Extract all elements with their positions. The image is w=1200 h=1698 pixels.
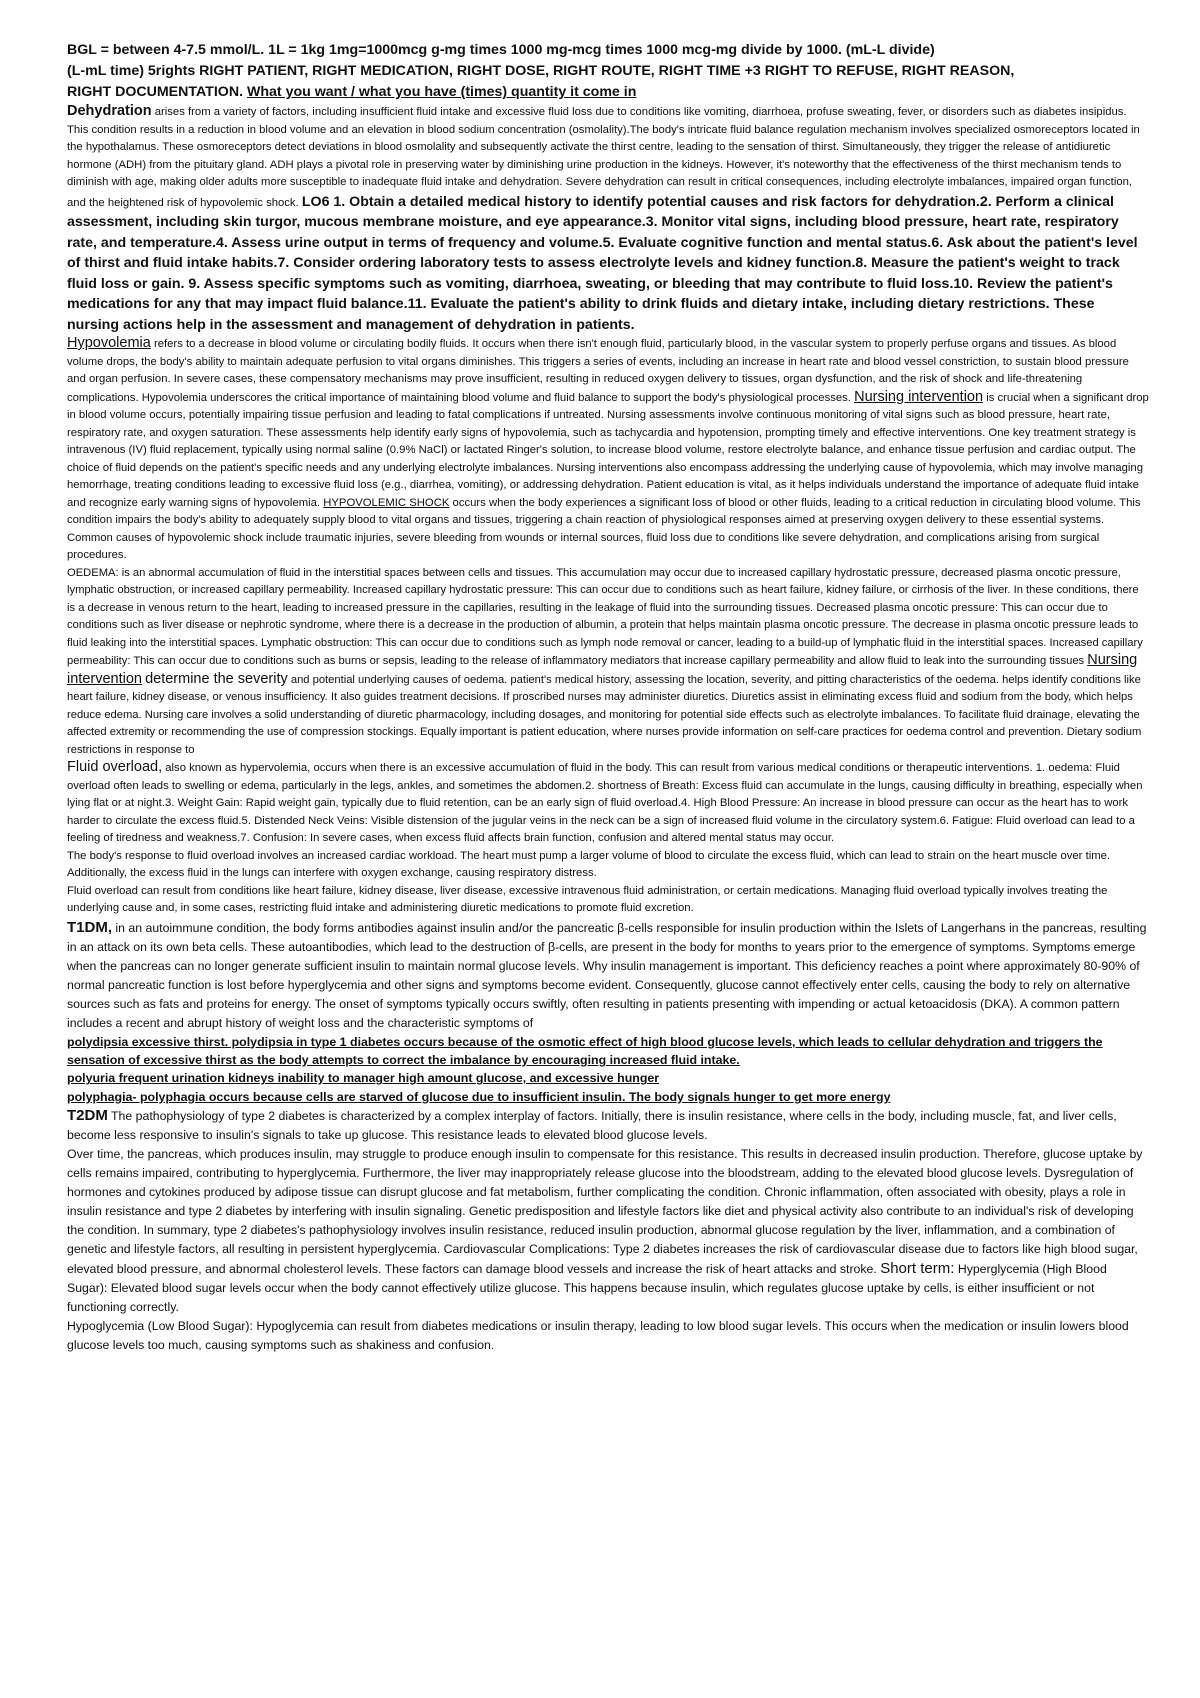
header-line-2: (L-mL time) 5rights RIGHT PATIENT, RIGHT MEDICATION, RIGHT DOSE, RIGHT ROUTE, RIGHT TIME +3 RIGHT TO REFUSE, RIGHT REASON, bbox=[67, 63, 1015, 79]
t2dm-para-4: Hypoglycemia (Low Blood Sugar): Hypoglycemia can result from diabetes medications or insulin therapy, leading to low blood sugar levels. This occurs when the medication or insulin lowers blood glucose levels too much, causing symptoms such as shakiness and confusion. bbox=[67, 1319, 1129, 1353]
t2dm-body-1: The pathophysiology of type 2 diabetes is characterized by a complex interplay of factors. Initially, there is insulin resistance, where cells in the body, including muscle, fat, and liver cells, become less responsive to insulin's signals to take up glucose. This resistance leads to elevated blood glucose levels. bbox=[67, 1109, 1117, 1143]
hypovolemia-nursing-body: is crucial when a significant drop in blood volume occurs, potentially impairing tissue perfusion and leading to fatal complications if untreated. Nursing assessments involve continuous monitoring of vital signs such as blood pressure, heart rate, respiratory rate, and oxygen saturation. These assessments help identify early signs of hypovolemia, such as tachycardia and hypotension, prompting timely and effective interventions. One key treatment strategy is intravenous (IV) fluid replacement, typically using normal saline (0.9% NaCl) or lactated Ringer's solution, to increase blood volume, restore electrolyte balance, and enhance tissue perfusion and cardiac output. The choice of fluid depends on the patient's specific needs and any underlying electrolyte imbalances. Nursing interventions also encompass addressing the underlying cause of hypovolemia, which may involve managing hemorrhage, treating conditions leading to excessive fluid loss (e.g., diarrhea, vomiting), or addressing dehydration. Patient education is vital, as it helps individuals understand the importance of adequate fluid intake and recognize early warning signs of hypovolemia. bbox=[67, 391, 1149, 509]
dehydration-body: arises from a variety of factors, including insufficient fluid intake and excessive fluid loss due to conditions like vomiting, diarrhoea, profuse sweating, fever, or disorders such as diabetes insipidus. This condition results in a reduction in blood volume and an elevation in blood sodium concentration (osmolality).The body's intricate fluid balance regulation mechanism involves specialized osmoreceptors located in the hypothalamus. These osmoreceptors detect deviations in blood osmolality and subsequently activate the thirst centre, leading to the sensation of thirst. Simultaneously, they trigger the release of antidiuretic hormone (ADH) from the pituitary gland. ADH plays a pivotal role in preserving water by diminishing urine production in the kidneys. However, it's noteworthy that the effectiveness of the thirst mechanism tends to diminish with age, making older adults more susceptible to inadequate fluid intake and dehydration. Severe dehydration can result in critical consequences, including electrolyte imbalances, impaired organ function, and the heightened risk of hypovolemic shock. bbox=[67, 106, 1140, 209]
t1dm-body: in an autoimmune condition, the body forms antibodies against insulin and/or the pancreatic β-cells responsible for insulin production within the Islets of Langerhans in the pancreas, resulting in an attack on its own beta cells. These autoantibodies, which lead to the destruction of β-cells, are present in the body for months to years prior to the emergence of symptoms. Symptoms emerge when the pancreas can no longer generate sufficient insulin to maintain normal glucose levels. Why insulin management is important. This deficiency reaches a point where approximately 80-90% of normal pancreatic function is lost before hyperglycemia and other signs and symptoms become evident. Consequently, glucose cannot effectively enter cells, causing the body to rely on alternative sources such as fats and proteins for energy. The onset of symptoms typically occurs swiftly, often resulting in patients presenting with impending or actual ketoacidosis (DKA). A common pattern includes a recent and abrupt history of weight loss and the characteristic symptoms of bbox=[67, 920, 1147, 1030]
hypovolemia-section bbox=[67, 335, 1149, 565]
header-line-3 bbox=[67, 82, 1149, 103]
right-documentation: RIGHT DOCUMENTATION. bbox=[67, 84, 244, 100]
short-term-heading: Short term: bbox=[880, 1260, 955, 1278]
header-line-1: BGL = between 4-7.5 mmol/L. 1L = 1kg 1mg=1000mcg g-mg times 1000 mg-mcg times 1000 mcg-mg divide by 1000. (mL-L divide) bbox=[67, 42, 935, 58]
hypovolemic-shock-body: occurs when the body experiences a significant loss of blood or other fluids, leading to a critical reduction in circulating blood volume. This condition impairs the body's ability to adequately supply blood to vital organs and tissues, triggering a chain reaction of physiological responses aimed at preserving oxygen delivery to these essential systems. Common causes of hypovolemic shock include traumatic injuries, severe bleeding from wounds or internal sources, fluid loss due to conditions like severe dehydration, and complications arising from surgical procedures. bbox=[67, 496, 1141, 561]
fluid-overload-body: also known as hypervolemia, occurs when there is an excessive accumulation of fluid in the body. This can result from various medical conditions or therapeutic interventions. 1. oedema: Fluid overload often leads to swelling or edema, particularly in the legs, ankles, and sometimes the abdomen.2. shortness of Breath: Excess fluid can accumulate in the lungs, causing difficulty in breathing, especially when lying flat or at night.3. Weight Gain: Rapid weight gain, typically due to fluid retention, can be an early sign of fluid overload.4. High Blood Pressure: An increase in blood pressure can occur as the heart has to work harder to circulate the excess fluid.5. Distended Neck Veins: Visible distension of the jugular veins in the neck can be a sign of increased fluid volume in the circulatory system.6. Fatigue: Fluid overload can lead to a feeling of tiredness and weakness.7. Confusion: In severe cases, when excess fluid affects brain function, confusion and altered mental status may occur. bbox=[67, 762, 1143, 844]
fluid-overload-section bbox=[67, 759, 1149, 848]
dehydration-section bbox=[67, 103, 1149, 335]
document-page bbox=[67, 40, 1149, 1355]
t2dm-body-3: Hyperglycemia (High Blood Sugar): Elevated blood sugar levels occur when the body cannot effectively utilize glucose. This happens because insulin, which regulates glucose uptake by cells, is either insufficient or not functioning correctly. bbox=[67, 1262, 1107, 1315]
polyuria-text: polyuria frequent urination kidneys inability to manager high amount glucose, and excessive hunger bbox=[67, 1071, 660, 1086]
t2dm-para bbox=[67, 1106, 1149, 1145]
dehydration-heading: Dehydration bbox=[67, 103, 152, 119]
polydipsia-text: polydipsia excessive thirst. polydipsia in type 1 diabetes occurs because of the osmotic effect of high blood glucose levels, which leads to cellular dehydration and triggers the sensation of excessive thirst as the body attempts to correct the imbalance by encouraging increased fluid intake. bbox=[67, 1034, 1103, 1067]
oedema-heading: OEDEMA: bbox=[67, 566, 119, 579]
t2dm-body-2: Over time, the pancreas, which produces insulin, may struggle to produce enough insulin to compensate for this resistance. This results in decreased insulin production. Therefore, glucose uptake by cells remains impaired, contributing to hyperglycemia. Furthermore, the liver may inappropriately release glucose into the bloodstream, adding to the elevated blood glucose levels. Dysregulation of hormones and cytokines produced by adipose tissue can disrupt glucose and fat metabolism, further complicating the condition. Chronic inflammation, often associated with obesity, plays a role in insulin resistance and type 2 diabetes by interfering with insulin signaling. Genetic predisposition and lifestyle factors like diet and physical activity also contribute to an individual's risk of developing the condition. In summary, type 2 diabetes's pathophysiology involves insulin resistance, reduced insulin production, abnormal glucose regulation by the liver, inflammation, and a combination of genetic and lifestyle factors, all resulting in persistent hyperglycemia. Cardiovascular Complications: Type 2 diabetes increases the risk of cardiovascular disease due to factors like high blood sugar, elevated blood pressure, and abnormal cholesterol levels. These factors can damage blood vessels and increase the risk of heart attacks and stroke. bbox=[67, 1147, 1143, 1277]
oedema-nursing-body: and potential underlying causes of oedema. patient's medical history, assessing the location, severity, and pitting characteristics of the oedema. helps identify conditions like heart failure, kidney disease, or venous insufficiency. It also guides treatment decisions. If proscribed nurses may administer diuretics. Diuretics assist in eliminating excess fluid and sodium from the body, which helps reduce edema. Nursing care involves a solid understanding of diuretic pharmacology, including dosages, and monitoring for potential side effects such as electrolyte imbalances. To facilitate fluid drainage, elevating the affected extremity or recommending the use of compression stockings. Equally important is patient education, where nurses provide information on self-care practices for oedema control and prevention. Dietary sodium restrictions in response to bbox=[67, 673, 1142, 756]
t1dm-heading: T1DM, bbox=[67, 918, 112, 936]
fluid-overload-para-2: The body's response to fluid overload involves an increased cardiac workload. The heart must pump a larger volume of blood to circulate the excess fluid, which can lead to strain on the heart muscle over time. Additionally, the excess fluid in the lungs can interfere with oxygen exchange, causing respiratory distress. bbox=[67, 849, 1111, 879]
hypovolemia-heading: Hypovolemia bbox=[67, 335, 151, 351]
oedema-nursing-emphasis: determine the severity bbox=[145, 670, 288, 687]
lo6-list: LO6 1. Obtain a detailed medical history to identify potential causes and risk factors for dehydration.2. Perform a clinical assessment, including skin turgor, mucous membrane moisture, and eye appearance.3. Monitor vital signs, including blood pressure, heart rate, respiratory rate, and temperature.4. Assess urine output in terms of frequency and volume.5. Evaluate cognitive function and mental status.6. Ask about the patient's level of thirst and fluid intake habits.7. Consider ordering laboratory tests to assess electrolyte levels and kidney function.8. Measure the patient's weight to track fluid loss or gain. 9. Assess specific symptoms such as vomiting, diarrhoea, sweating, or bleeding that may contribute to fluid loss.10. Review the patient's medications for any that may impact fluid balance.11. Evaluate the patient's ability to drink fluids and dietary intake, including dietary restrictions. These nursing actions help in the assessment and management of dehydration in patients. bbox=[67, 193, 1138, 333]
t1dm-para bbox=[67, 918, 1149, 1033]
hypovolemic-shock-heading: HYPOVOLEMIC SHOCK bbox=[323, 496, 450, 509]
t2dm-heading: T2DM bbox=[67, 1107, 108, 1125]
t1dm-section bbox=[67, 918, 1149, 1356]
oedema-section bbox=[67, 565, 1149, 760]
oedema-nursing-heading: Nursing intervention bbox=[67, 652, 1138, 687]
polyphagia-text: polyphagia- polyphagia occurs because cells are starved of glucose due to insufficient insulin. The body signals hunger to get more energy bbox=[67, 1089, 891, 1104]
t2dm-para-2 bbox=[67, 1145, 1149, 1317]
header-block bbox=[67, 40, 1149, 103]
hypovolemia-body: refers to a decrease in blood volume or circulating bodily fluids. It occurs when there isn't enough fluid, particularly blood, in the vascular system to properly perfuse organs and tissues. As blood volume drops, the body's ability to maintain adequate perfusion to vital organs diminishes. This triggers a series of events, including an increase in heart rate and blood vessel constriction, to sustain blood pressure and organ perfusion. In severe cases, these compensatory mechanisms may prove insufficient, resulting in reduced oxygen delivery to tissues, organ dysfunction, and the risk of shock and life-threatening complications. Hypovolemia underscores the critical importance of maintaining blood volume and fluid balance to support the body's physiological processes. bbox=[67, 338, 1129, 404]
hypovolemia-nursing-heading: Nursing intervention bbox=[854, 388, 984, 405]
dosage-formula: What you want / what you have (times) quantity it come in bbox=[246, 84, 637, 100]
fluid-overload-heading: Fluid overload, bbox=[67, 759, 163, 775]
fluid-overload-para-3: Fluid overload can result from conditions like heart failure, kidney disease, liver disease, excessive intravenous fluid administration, or certain medications. Managing fluid overload typically involves treating the underlying cause and, in some cases, restricting fluid intake and administering diuretic medications to promote fluid excretion. bbox=[67, 884, 1108, 914]
oedema-body: is an abnormal accumulation of fluid in the interstitial spaces between cells and tissues. This accumulation may occur due to increased capillary hydrostatic pressure, decreased plasma oncotic pressure, lymphatic obstruction, or increased capillary permeability. Increased capillary hydrostatic pressure: This can occur due to conditions such as heart failure, kidney failure, or cirrhosis of the liver. In these conditions, there is a decrease in venous return to the heart, leading to increased pressure in the capillaries, resulting in the leakage of fluid into the surrounding tissues. Decreased plasma oncotic pressure: This can occur due to conditions such as liver disease or nephrotic syndrome, where there is a decrease in the production of albumin, a protein that helps maintain plasma oncotic pressure. The decrease in plasma oncotic pressure leads to fluid leaking into the interstitial spaces. Lymphatic obstruction: This can occur due to conditions such as lymph node removal or cancer, leading to a build-up of lymphatic fluid in the interstitial spaces. Increased capillary permeability: This can occur due to conditions such as burns or sepsis, leading to the release of inflammatory mediators that increase capillary permeability and allow fluid to leak into the surrounding tissues bbox=[67, 566, 1143, 667]
